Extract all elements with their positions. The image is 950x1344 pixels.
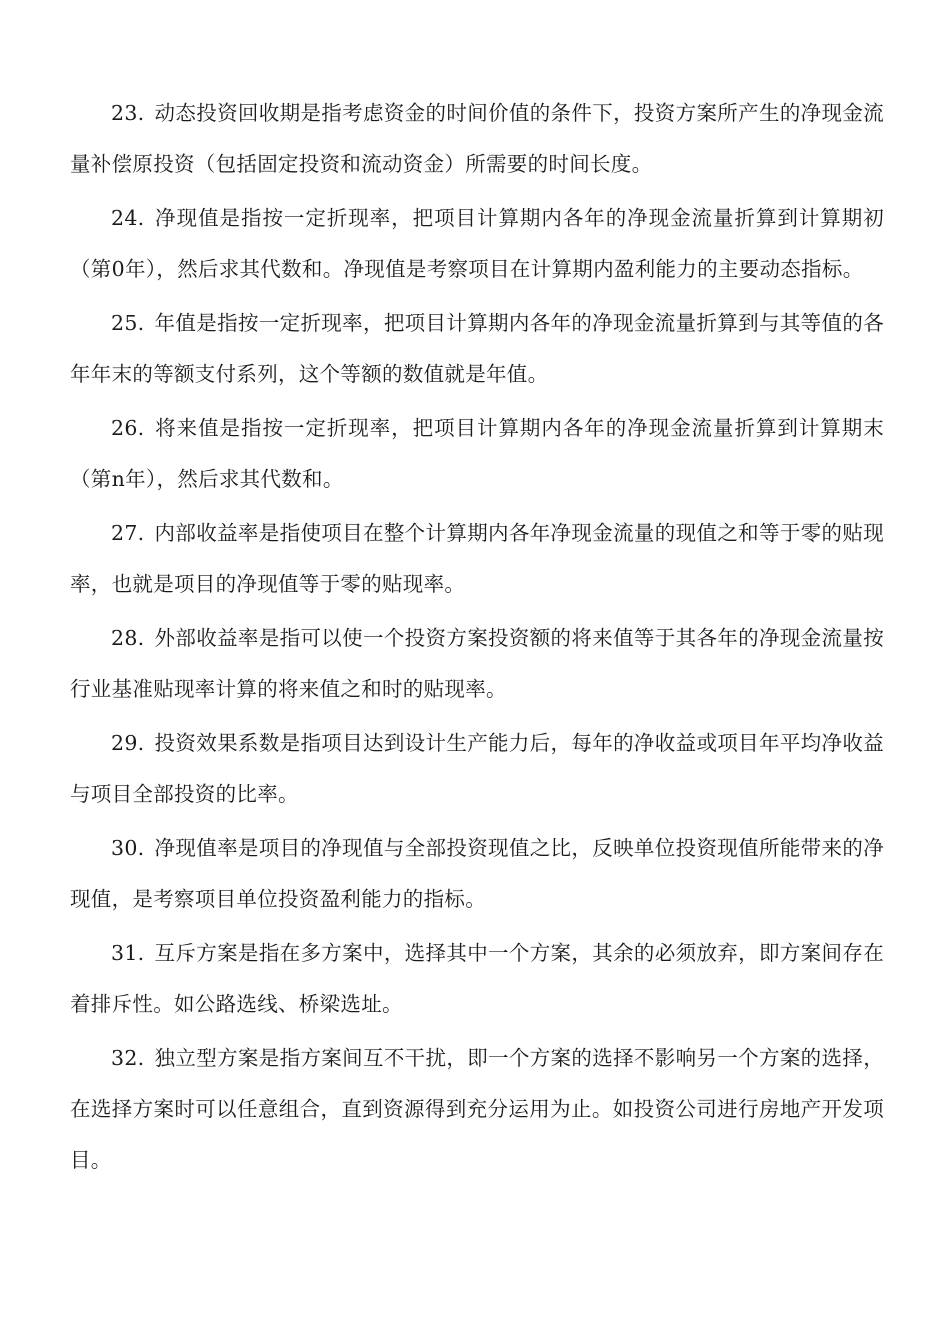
definition-paragraph-28 bbox=[70, 613, 884, 715]
definition-paragraph-31 bbox=[70, 928, 884, 1030]
definition-paragraph-23 bbox=[70, 88, 884, 190]
item-text: 外部收益率是指可以使一个投资方案投资额的将来值等于其各年的净现金流量按行业基准贴现率计算的将来值之和时的贴现率。 bbox=[70, 626, 884, 701]
item-number: 23. bbox=[111, 101, 145, 125]
item-number: 31. bbox=[111, 941, 145, 965]
item-text: 投资效果系数是指项目达到设计生产能力后，每年的净收益或项目年平均净收益与项目全部投资的比率。 bbox=[70, 731, 884, 806]
item-number: 32. bbox=[111, 1046, 145, 1070]
item-number: 30. bbox=[111, 836, 145, 860]
definition-paragraph-30 bbox=[70, 823, 884, 925]
item-text: 净现值是指按一定折现率，把项目计算期内各年的净现金流量折算到计算期初（第0年），然后求其代数和。净现值是考察项目在计算期内盈利能力的主要动态指标。 bbox=[70, 206, 884, 281]
item-text: 内部收益率是指使项目在整个计算期内各年净现金流量的现值之和等于零的贴现率，也就是项目的净现值等于零的贴现率。 bbox=[70, 521, 884, 596]
definition-paragraph-26 bbox=[70, 403, 884, 505]
item-number: 29. bbox=[111, 731, 145, 755]
item-text: 互斥方案是指在多方案中，选择其中一个方案，其余的必须放弃，即方案间存在着排斥性。如公路选线、桥梁选址。 bbox=[70, 941, 884, 1016]
definition-paragraph-25 bbox=[70, 298, 884, 400]
item-number: 25. bbox=[111, 311, 145, 335]
definition-paragraph-24 bbox=[70, 193, 884, 295]
item-number: 27. bbox=[111, 521, 145, 545]
item-number: 24. bbox=[111, 206, 145, 230]
definition-paragraph-27 bbox=[70, 508, 884, 610]
document-page bbox=[70, 88, 884, 1189]
item-text: 净现值率是项目的净现值与全部投资现值之比，反映单位投资现值所能带来的净现值，是考察项目单位投资盈利能力的指标。 bbox=[70, 836, 884, 911]
definition-paragraph-32 bbox=[70, 1033, 884, 1186]
item-number: 28. bbox=[111, 626, 145, 650]
item-text: 将来值是指按一定折现率，把项目计算期内各年的净现金流量折算到计算期末（第n年），然后求其代数和。 bbox=[70, 416, 884, 491]
item-text: 独立型方案是指方案间互不干扰，即一个方案的选择不影响另一个方案的选择，在选择方案时可以任意组合，直到资源得到充分运用为止。如投资公司进行房地产开发项目。 bbox=[70, 1046, 884, 1172]
definition-paragraph-29 bbox=[70, 718, 884, 820]
item-text: 年值是指按一定折现率，把项目计算期内各年的净现金流量折算到与其等值的各年年末的等额支付系列，这个等额的数值就是年值。 bbox=[70, 311, 884, 386]
item-text: 动态投资回收期是指考虑资金的时间价值的条件下，投资方案所产生的净现金流量补偿原投资（包括固定投资和流动资金）所需要的时间长度。 bbox=[70, 101, 884, 176]
item-number: 26. bbox=[111, 416, 145, 440]
